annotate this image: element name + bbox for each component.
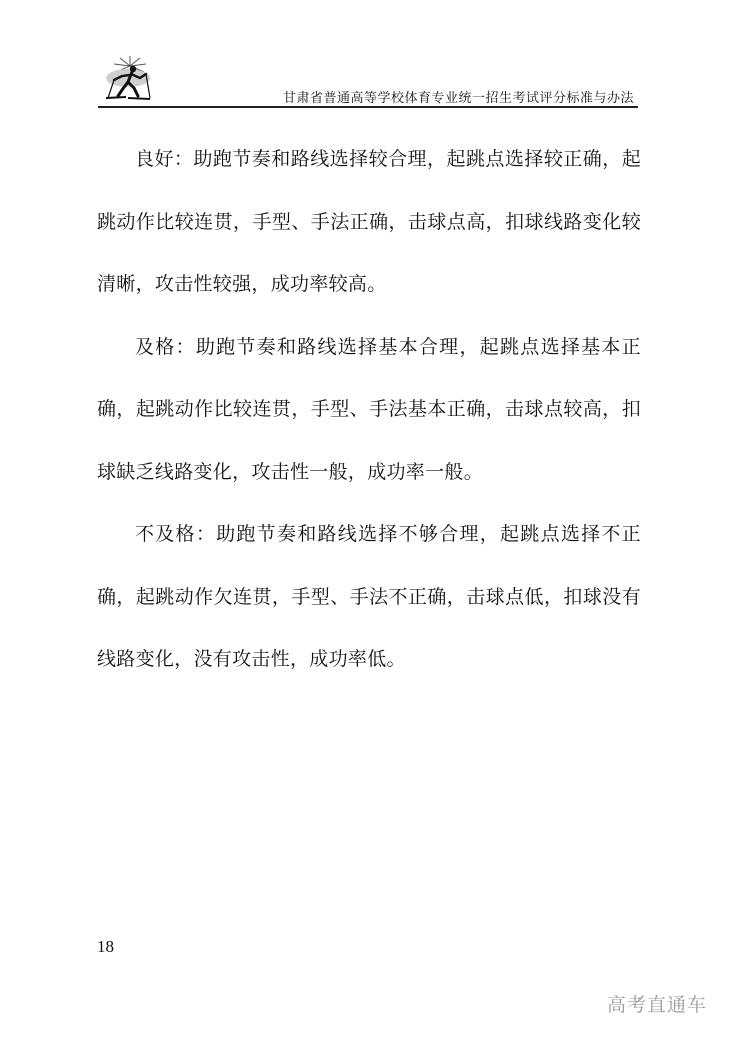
document-body: [97, 128, 641, 691]
header-divider: [98, 106, 638, 108]
watermark: 高考直通车: [606, 994, 707, 1016]
document-header-title: 甘肃省普通高等学校体育专业统一招生考试评分标准与办法: [282, 91, 634, 106]
page-number: 18: [97, 937, 114, 956]
skier-logo-icon: [100, 56, 152, 104]
page-header: [98, 56, 638, 112]
paragraph-fail: 不及格：助跑节奏和路线选择不够合理，起跳点选择不正确，起跳动作欠连贯，手型、手法不正确，击球点低，扣球没有线路变化，没有攻击性，成功率低。: [97, 523, 641, 670]
paragraph-good: 良好：助跑节奏和路线选择较合理，起跳点选择较正确，起跳动作比较连贯，手型、手法正确，击球点高，扣球线路变化较清晰，攻击性较强，成功率较高。: [97, 148, 641, 295]
paragraph-pass: 及格：助跑节奏和路线选择基本合理，起跳点选择基本正确，起跳动作比较连贯，手型、手法基本正确，击球点较高，扣球缺乏线路变化，攻击性一般，成功率一般。: [97, 335, 641, 483]
